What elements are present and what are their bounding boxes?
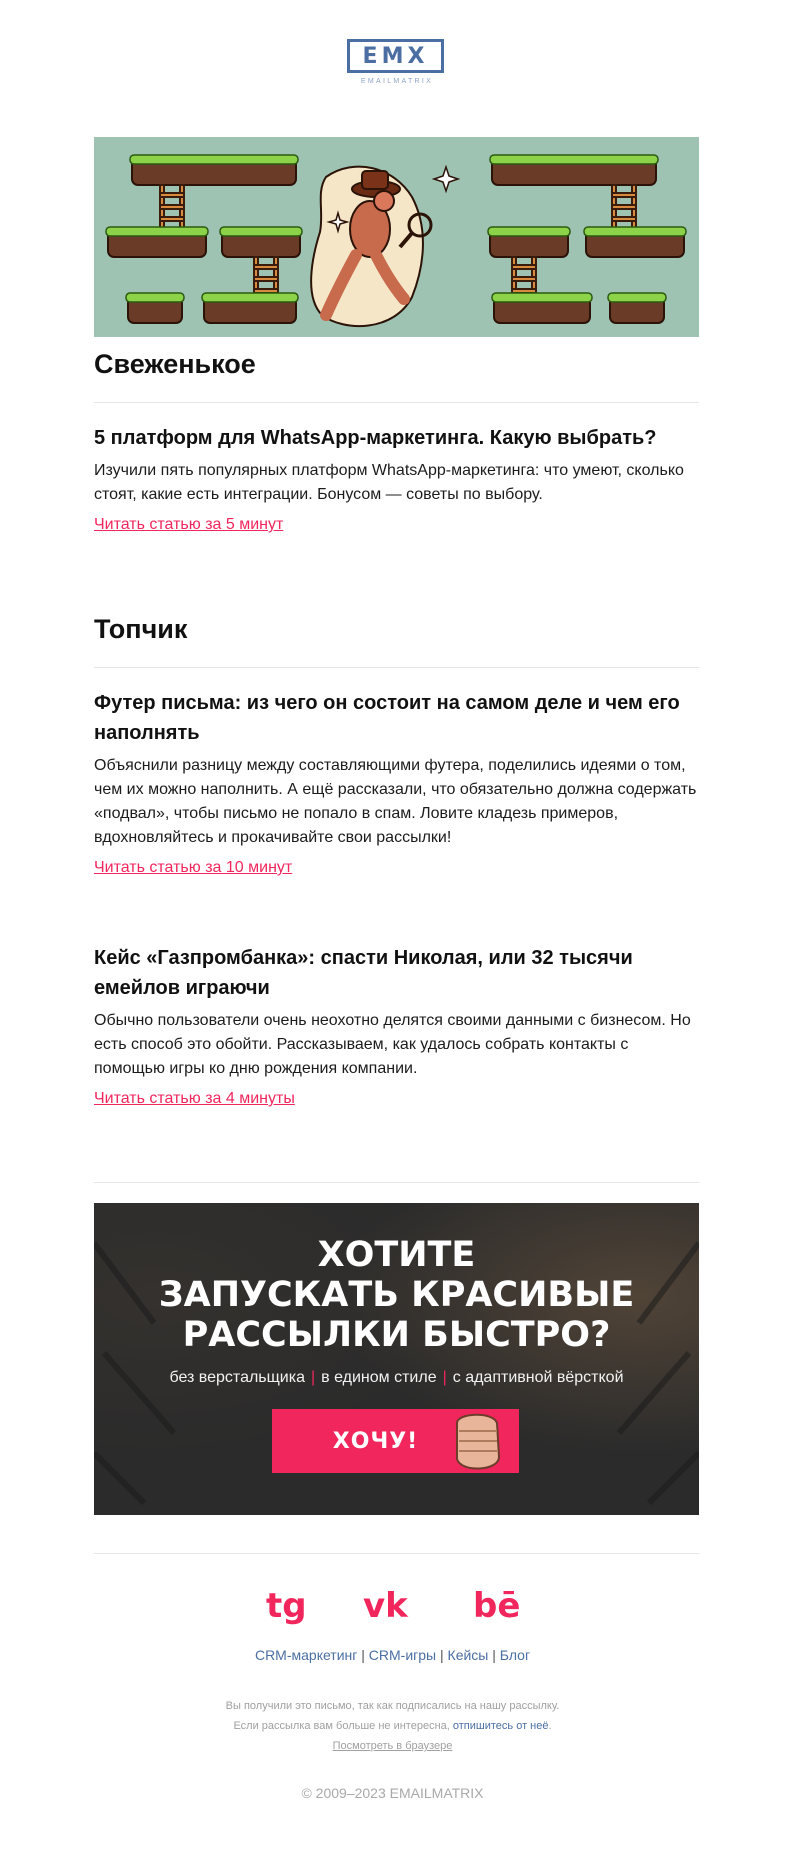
footer-sep: | <box>440 1647 444 1663</box>
view-in-browser-link[interactable]: Посмотреть в браузере <box>332 1740 453 1752</box>
telegram-link[interactable]: tg <box>266 1586 307 1626</box>
section-title-top: Топчик <box>94 614 188 644</box>
want-button[interactable] <box>272 1409 519 1473</box>
article-excerpt: Обычно пользователи очень неохотно делятся своими данными с бизнесом. Но есть способ это обойти. Рассказываем, как удалось собрать контакты с помощью игры ко дню рождения компании. <box>94 1012 691 1077</box>
want-button-label: ХОЧУ! <box>332 1428 419 1454</box>
footer-nav <box>0 1647 785 1663</box>
promo-heading-line3: РАССЫЛКИ БЫСТРО? <box>182 1315 611 1355</box>
article-excerpt: Изучили пять популярных платформ WhatsApp-маркетинга: что умеют, сколько стоят, какие есть интеграции. Бонусом — советы по выбору. <box>94 462 684 503</box>
behance-link[interactable]: bē <box>473 1586 521 1626</box>
divider <box>94 1182 699 1183</box>
promo-heading-line1: ХОТИТЕ <box>317 1235 476 1275</box>
divider <box>94 402 699 403</box>
promo-banner[interactable] <box>94 1203 699 1515</box>
section-title-fresh: Свеженькое <box>94 349 256 379</box>
promo-feature: в едином стиле <box>321 1369 437 1386</box>
read-article-link[interactable]: Читать статью за 10 минут <box>94 859 293 876</box>
article-title: 5 платформ для WhatsApp-маркетинга. Какую выбрать? <box>94 427 657 449</box>
promo-feature: с адаптивной вёрсткой <box>452 1369 624 1386</box>
article-title: Кейс «Газпромбанка»: спасти Николая, или 32 тысячи емейлов играючи <box>94 947 633 999</box>
article-card <box>94 943 699 1110</box>
footer-sep: | <box>492 1647 496 1663</box>
promo-feature: без верстальщика <box>169 1369 305 1386</box>
footer-link-cases[interactable]: Кейсы <box>447 1647 489 1663</box>
divider <box>94 667 699 668</box>
logo-text: EMX <box>362 43 429 69</box>
article-card <box>94 423 699 536</box>
footer-link-crm-games[interactable]: CRM-игры <box>368 1647 437 1663</box>
unsubscribe-prefix: Если рассылка вам больше не интересна, <box>233 1720 450 1732</box>
article-excerpt: Объяснили разницу между составляющими футера, поделились идеями о том, чем их можно наполнить. А ещё рассказали, что обязательно должна содержать «подвал», чтобы письмо не попало в спам. Ловите кладезь примеров, вдохновляйтесь и прокачивайте свои рассылки! <box>94 757 697 846</box>
promo-separator: | <box>442 1369 447 1386</box>
fist-icon <box>447 1405 505 1477</box>
promo-heading-line2: ЗАПУСКАТЬ КРАСИВЫЕ <box>158 1275 635 1315</box>
read-article-link[interactable]: Читать статью за 5 минут <box>94 516 284 533</box>
subscription-notice: Вы получили это письмо, так как подписались на нашу рассылку. <box>225 1700 560 1712</box>
platformer-scene-illustration <box>94 137 699 337</box>
read-article-link[interactable]: Читать статью за 4 минуты <box>94 1090 295 1107</box>
unsubscribe-suffix: . <box>548 1720 552 1732</box>
unsubscribe-notice <box>0 1716 785 1736</box>
vk-link[interactable]: vk <box>363 1586 408 1626</box>
divider <box>94 1553 699 1554</box>
footer-link-crm-marketing[interactable]: CRM-маркетинг <box>254 1647 358 1663</box>
copyright: © 2009–2023 EMAILMATRIX <box>301 1785 484 1801</box>
brand-logo[interactable] <box>347 39 447 89</box>
article-card <box>94 688 699 879</box>
promo-features <box>94 1369 699 1387</box>
article-title: Футер письма: из чего он состоит на самом деле и чем его наполнять <box>94 692 680 744</box>
logo-subtitle: EMAILMATRIX <box>360 78 434 85</box>
footer-sep: | <box>361 1647 365 1663</box>
detective-character-icon <box>311 167 458 327</box>
promo-separator: | <box>310 1369 316 1386</box>
hero-illustration <box>94 137 699 337</box>
footer-link-blog[interactable]: Блог <box>499 1647 531 1663</box>
logo-frame <box>347 39 444 73</box>
unsubscribe-link[interactable]: отпишитесь от неё <box>452 1720 549 1732</box>
